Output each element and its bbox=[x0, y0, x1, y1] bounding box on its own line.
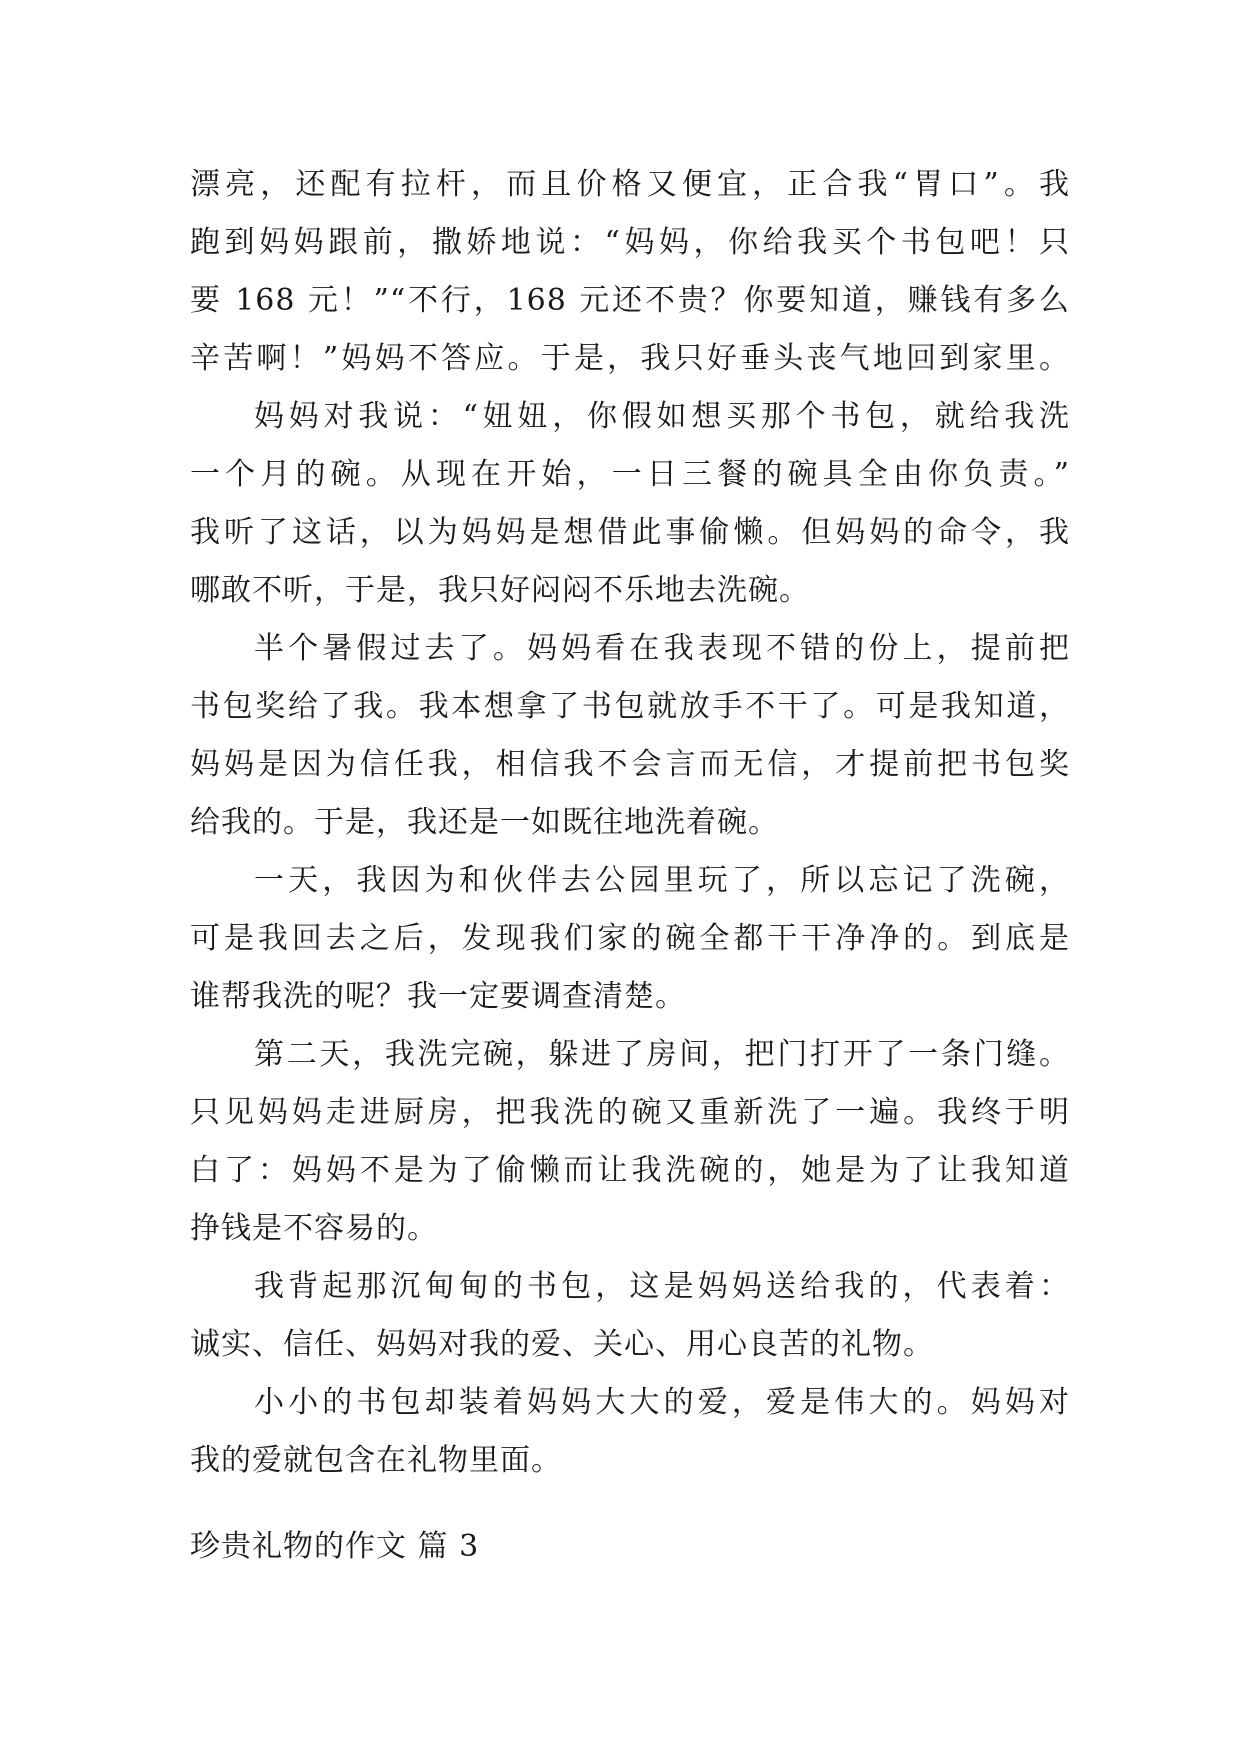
text-line: 哪敢不听，于是，我只好闷闷不乐地去洗碗。 bbox=[190, 573, 810, 608]
text-line: 白了：妈妈不是为了偷懒而让我洗碗的，她是为了让我知道 bbox=[190, 1153, 1070, 1188]
text-line: 小小的书包却装着妈妈大大的爱，爱是伟大的。妈妈对 bbox=[254, 1385, 1070, 1420]
text-line: 谁帮我洗的呢？我一定要调查清楚。 bbox=[190, 979, 686, 1014]
text-line: 半个暑假过去了。妈妈看在我表现不错的份上，提前把 bbox=[254, 631, 1070, 666]
section-heading: 珍贵礼物的作文 篇 3 bbox=[190, 1529, 480, 1564]
text-line: 一天，我因为和伙伴去公园里玩了，所以忘记了洗碗， bbox=[254, 863, 1070, 898]
text-line: 我听了这话，以为妈妈是想借此事偷懒。但妈妈的命令，我 bbox=[190, 515, 1070, 550]
text-line: 妈妈对我说：“妞妞，你假如想买那个书包，就给我洗 bbox=[254, 399, 1070, 434]
text-line: 跑到妈妈跟前，撒娇地说：“妈妈，你给我买个书包吧！只 bbox=[190, 225, 1070, 260]
text-line: 要 168 元！”“不行，168 元还不贵？你要知道，赚钱有多么 bbox=[190, 283, 1070, 318]
text-line: 给我的。于是，我还是一如既往地洗着碗。 bbox=[190, 805, 779, 840]
text-line: 只见妈妈走进厨房，把我洗的碗又重新洗了一遍。我终于明 bbox=[190, 1095, 1070, 1130]
text-line: 我背起那沉甸甸的书包，这是妈妈送给我的，代表着： bbox=[254, 1269, 1070, 1304]
text-line: 我的爱就包含在礼物里面。 bbox=[190, 1443, 562, 1478]
text-line: 一个月的碗。从现在开始，一日三餐的碗具全由你负责。” bbox=[190, 457, 1070, 492]
text-line: 书包奖给了我。我本想拿了书包就放手不干了。可是我知道， bbox=[190, 689, 1070, 724]
text-line: 妈妈是因为信任我，相信我不会言而无信，才提前把书包奖 bbox=[190, 747, 1070, 782]
text-line: 诚实、信任、妈妈对我的爱、关心、用心良苦的礼物。 bbox=[190, 1327, 934, 1362]
text-line: 漂亮，还配有拉杆，而且价格又便宜，正合我“胃口”。我 bbox=[190, 167, 1070, 202]
text-line: 第二天，我洗完碗，躲进了房间，把门打开了一条门缝。 bbox=[254, 1037, 1070, 1072]
text-line: 挣钱是不容易的。 bbox=[190, 1211, 438, 1246]
text-line: 可是我回去之后，发现我们家的碗全都干干净净的。到底是 bbox=[190, 921, 1070, 956]
text-line: 辛苦啊！”妈妈不答应。于是，我只好垂头丧气地回到家里。 bbox=[190, 341, 1070, 376]
